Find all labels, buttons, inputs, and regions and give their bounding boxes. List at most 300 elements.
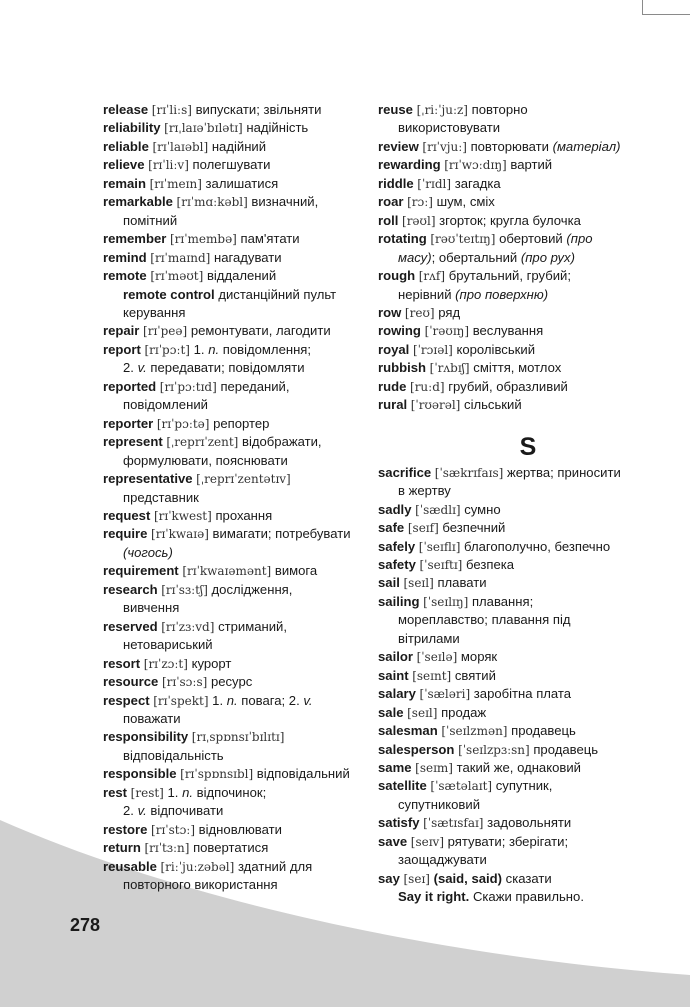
entry-first-line bbox=[103, 858, 365, 876]
entry-headword: reliable bbox=[103, 138, 149, 154]
entry-first-line bbox=[103, 839, 365, 857]
entry-first-line bbox=[103, 525, 365, 543]
italic-note: v. bbox=[303, 692, 313, 708]
dictionary-entry bbox=[378, 464, 668, 501]
entry-definition: повторно bbox=[471, 102, 528, 117]
entry-headword: remote control bbox=[123, 286, 215, 302]
entry-first-line bbox=[378, 741, 668, 759]
dictionary-entry bbox=[103, 286, 365, 323]
entry-headword: remain bbox=[103, 175, 146, 191]
italic-note: n. bbox=[208, 341, 220, 357]
dictionary-entry bbox=[378, 888, 668, 906]
entry-transcription: [rɪˈlaɪəbl] bbox=[152, 139, 209, 154]
entry-transcription: [rɪˈkwaɪə] bbox=[151, 527, 209, 542]
entry-headword: repair bbox=[103, 323, 140, 339]
dictionary-entry bbox=[378, 574, 668, 592]
entry-headword: sail bbox=[378, 575, 400, 591]
dictionary-entry bbox=[103, 175, 365, 193]
entry-definition: продавець bbox=[533, 741, 599, 757]
entry-transcription: [rɔː] bbox=[407, 195, 433, 210]
entry-first-line bbox=[103, 618, 365, 636]
entry-transcription: [rəʊl] bbox=[402, 213, 436, 228]
entry-transcription: [ˌriːˈjuːz] bbox=[416, 103, 468, 117]
entry-definition: моряк bbox=[460, 649, 498, 665]
entry-first-line bbox=[103, 821, 365, 839]
entry-transcription: [ˈrʌbɪʃ] bbox=[429, 361, 470, 376]
entry-definition: обертовий (про bbox=[499, 231, 593, 247]
dictionary-entry bbox=[103, 322, 365, 340]
entry-first-line bbox=[103, 470, 365, 488]
entry-first-line bbox=[103, 673, 365, 691]
entry-continuation: помітний bbox=[123, 212, 178, 228]
entry-transcription: [rɪˈwɔːdɪŋ] bbox=[444, 158, 507, 173]
entry-continuation: нерівний (про поверхню) bbox=[398, 286, 549, 302]
entry-headword: row bbox=[378, 304, 402, 320]
entry-definition: прохання bbox=[215, 507, 273, 523]
dictionary-entry bbox=[378, 267, 668, 304]
entry-transcription: [rɪˈzɔːt] bbox=[143, 656, 188, 671]
entry-continuation: повторного використання bbox=[123, 877, 278, 893]
entry-transcription: [rɪˈsɜːtʃ] bbox=[161, 582, 208, 597]
entry-first-line bbox=[378, 870, 668, 888]
entry-definition: загадка bbox=[454, 175, 501, 191]
entry-headword: release bbox=[103, 102, 149, 117]
dictionary-entry bbox=[378, 304, 668, 322]
italic-note: (про рух) bbox=[520, 249, 575, 265]
dictionary-entry bbox=[378, 378, 668, 396]
italic-note: n. bbox=[182, 784, 193, 800]
entry-definition: Скажи правильно. bbox=[472, 889, 584, 905]
entry-definition: рятувати; зберігати; bbox=[447, 833, 569, 849]
entry-definition: плавання; bbox=[471, 593, 534, 609]
entry-first-line bbox=[378, 193, 668, 211]
entry-definition: жертва; приносити bbox=[506, 464, 621, 480]
entry-definition: продаж bbox=[441, 704, 487, 720]
entry-transcription: [ˈseɪftɪ] bbox=[419, 557, 463, 572]
entry-first-line bbox=[103, 655, 365, 673]
entry-first-line bbox=[103, 156, 365, 174]
entry-first-line bbox=[378, 396, 668, 414]
entry-headword: respect bbox=[103, 692, 150, 708]
dictionary-entry bbox=[103, 341, 365, 378]
entry-transcription: [ˈrʊərəl] bbox=[410, 398, 461, 413]
entry-first-line bbox=[378, 704, 668, 722]
dictionary-entry bbox=[378, 833, 668, 870]
entry-transcription: [rɪˈmeɪn] bbox=[149, 176, 202, 191]
entry-transcription: [rɪˌlaɪəˈbɪlətɪ] bbox=[164, 121, 243, 136]
italic-note: v. bbox=[137, 360, 147, 376]
entry-definition: відновлювати bbox=[198, 821, 282, 837]
entry-first-line bbox=[103, 267, 365, 285]
dictionary-entry bbox=[103, 415, 365, 433]
entry-definition: повертатися bbox=[193, 840, 269, 856]
entry-first-line bbox=[378, 538, 668, 556]
entry-definition: веслування bbox=[472, 323, 544, 339]
entry-transcription: [rest] bbox=[130, 785, 164, 800]
entry-definition: ресурс bbox=[210, 674, 253, 690]
entry-headword: saint bbox=[378, 667, 409, 683]
dictionary-entry bbox=[378, 648, 668, 666]
dictionary-entry bbox=[378, 101, 668, 138]
italic-note: (матеріал) bbox=[552, 138, 621, 154]
italic-note: (про поверхню) bbox=[455, 286, 549, 302]
entry-first-line bbox=[378, 519, 668, 537]
entry-headword: sailing bbox=[378, 593, 420, 609]
entry-transcription: [reʊ] bbox=[404, 305, 435, 320]
entry-first-line bbox=[103, 433, 365, 451]
entry-headword: rough bbox=[378, 268, 416, 284]
entry-transcription: [ˌreprɪˈzentətɪv] bbox=[196, 472, 291, 487]
entry-transcription: [seɪl] bbox=[407, 705, 438, 720]
entry-definition: сільський bbox=[464, 397, 522, 413]
dictionary-entry bbox=[378, 538, 668, 556]
entry-headword: resort bbox=[103, 655, 141, 671]
entry-transcription: [seɪm] bbox=[415, 760, 453, 775]
entry-definition: сумно bbox=[464, 501, 501, 517]
entry-transcription: [ˈseɪlzpɜːsn] bbox=[458, 742, 530, 757]
entry-transcription: [rɪˌspɒnsɪˈbɪlɪtɪ] bbox=[191, 730, 285, 745]
dictionary-entry bbox=[103, 433, 365, 470]
entry-definition: такий же, однаковий bbox=[456, 759, 581, 775]
entry-headword: roar bbox=[378, 194, 404, 210]
entry-transcription: [rɪˈtɜːn] bbox=[144, 841, 190, 856]
entry-transcription: [ruːd] bbox=[410, 379, 445, 394]
entry-headword: rotating bbox=[378, 231, 427, 247]
entry-definition: надійність bbox=[246, 120, 309, 136]
dictionary-entry bbox=[103, 673, 365, 691]
entry-first-line bbox=[103, 230, 365, 248]
entry-transcription: [ˈseɪlzmən] bbox=[441, 724, 508, 739]
entry-continuation: поважати bbox=[123, 710, 181, 726]
entry-continuation: мореплавство; плавання під bbox=[398, 612, 571, 628]
entry-continuation: 2. v. відпочивати bbox=[123, 803, 224, 819]
entry-headword: report bbox=[103, 341, 141, 357]
entry-headword: say bbox=[378, 870, 400, 886]
dictionary-entry bbox=[103, 267, 365, 285]
entry-first-line bbox=[103, 784, 365, 802]
dictionary-entry bbox=[103, 507, 365, 525]
italic-note: n. bbox=[226, 692, 238, 708]
page-number: 278 bbox=[70, 915, 101, 935]
entry-headword: satellite bbox=[378, 778, 427, 794]
entry-headword: roll bbox=[378, 212, 399, 228]
dictionary-entry bbox=[103, 525, 365, 562]
entry-first-line bbox=[378, 212, 668, 230]
entry-transcription: [seɪl] bbox=[403, 576, 434, 591]
entry-first-line bbox=[103, 175, 365, 193]
entry-definition: королівський bbox=[456, 341, 536, 357]
dictionary-entry bbox=[378, 593, 668, 648]
dictionary-entry bbox=[103, 765, 365, 783]
entry-first-line bbox=[103, 193, 365, 211]
dictionary-entry bbox=[378, 501, 668, 519]
entry-headword: reserved bbox=[103, 618, 158, 634]
dictionary-entry bbox=[378, 556, 668, 574]
entry-transcription: [seɪnt] bbox=[412, 668, 452, 683]
entry-first-line bbox=[378, 322, 668, 340]
dictionary-entry bbox=[378, 359, 668, 377]
entry-headword: same bbox=[378, 759, 412, 775]
entry-definition: 1. n. повідомлення; bbox=[193, 341, 312, 357]
entry-transcription: [ˈrɪdl] bbox=[417, 176, 452, 191]
entry-transcription: [rɪˈməʊt] bbox=[150, 269, 204, 284]
entry-continuation bbox=[103, 544, 365, 562]
dictionary-entry bbox=[103, 581, 365, 618]
entry-first-line bbox=[103, 322, 365, 340]
entry-first-line bbox=[378, 175, 668, 193]
dictionary-entry bbox=[103, 470, 365, 507]
entry-forms: (said, said) bbox=[433, 870, 503, 886]
entry-transcription: [rɪˈspɒnsɪbl] bbox=[180, 767, 254, 782]
dictionary-entry bbox=[378, 156, 668, 174]
dictionary-entry bbox=[378, 230, 668, 267]
entry-transcription: [ˈsæləri] bbox=[419, 687, 471, 702]
dictionary-entry bbox=[103, 839, 365, 857]
entry-headword: rewarding bbox=[378, 157, 441, 173]
entry-definition: благополучно, безпечно bbox=[464, 538, 611, 554]
entry-continuation: використовувати bbox=[398, 120, 501, 136]
entry-continuation: представник bbox=[123, 489, 199, 505]
entry-definition: вартий bbox=[510, 157, 553, 173]
entry-headword: requirement bbox=[103, 563, 179, 579]
entry-definition: згорток; кругла булочка bbox=[439, 212, 581, 228]
entry-definition: безпечний bbox=[442, 520, 506, 536]
entry-transcription: [rɪˈzɜːvd] bbox=[161, 619, 215, 634]
entry-transcription: [rɪˈpeə] bbox=[143, 324, 188, 339]
entry-transcription: [rɪˈkwest] bbox=[153, 508, 212, 523]
entry-first-line bbox=[378, 378, 668, 396]
entry-continuation: вітрилами bbox=[398, 630, 460, 646]
italic-note: v. bbox=[137, 803, 147, 819]
dictionary-entry bbox=[378, 138, 668, 156]
entry-first-line bbox=[378, 814, 668, 832]
entry-first-line bbox=[103, 341, 365, 359]
entry-transcription: [rɪˈspekt] bbox=[153, 693, 209, 708]
dictionary-entry bbox=[103, 230, 365, 248]
dictionary-entry bbox=[378, 519, 668, 537]
entry-definition: вимога bbox=[274, 563, 318, 579]
entry-headword: safely bbox=[378, 538, 416, 554]
entry-headword: Say it right. bbox=[398, 889, 470, 905]
entry-headword: salary bbox=[378, 686, 416, 702]
dictionary-entry bbox=[103, 378, 365, 415]
entry-first-line bbox=[378, 156, 668, 174]
entry-first-line bbox=[103, 765, 365, 783]
entry-definition: безпека bbox=[466, 556, 515, 572]
entry-definition: вимагати; потребувати bbox=[212, 526, 351, 542]
entry-definition: здатний для bbox=[237, 858, 313, 874]
dictionary-entry bbox=[378, 685, 668, 703]
entry-definition: переданий, bbox=[220, 378, 290, 394]
dictionary-entry bbox=[103, 562, 365, 580]
entry-transcription: [rɪˈpɔːtə] bbox=[156, 416, 210, 431]
entry-transcription: [rəʊˈteɪtɪŋ] bbox=[430, 232, 496, 247]
entry-definition: залишатися bbox=[205, 175, 279, 191]
entry-continuation: повідомлений bbox=[123, 397, 208, 413]
entry-first-line bbox=[378, 230, 668, 248]
entry-transcription: [rɪˈmɑːkəbl] bbox=[176, 195, 248, 210]
entry-first-line bbox=[103, 119, 365, 137]
dictionary-entry bbox=[103, 728, 365, 765]
entry-headword: salesman bbox=[378, 723, 438, 739]
dictionary-entry bbox=[378, 741, 668, 759]
dictionary-entry bbox=[103, 858, 365, 895]
entry-definition: грубий, образливий bbox=[448, 378, 568, 394]
entry-definition: відображати, bbox=[242, 434, 322, 450]
entry-transcription: [ˈrɔɪəl] bbox=[412, 342, 453, 357]
entry-first-line bbox=[103, 378, 365, 396]
entry-definition: 1. n. відпочинок; bbox=[167, 784, 267, 800]
entry-definition: супутник, bbox=[495, 778, 553, 794]
entry-first-line bbox=[103, 415, 365, 433]
dictionary-entry bbox=[378, 193, 668, 211]
entry-definition: святий bbox=[454, 667, 496, 683]
entry-headword: sale bbox=[378, 704, 404, 720]
left-column bbox=[103, 101, 365, 894]
entry-transcription: [ˈsædlɪ] bbox=[415, 502, 461, 517]
entry-headword: riddle bbox=[378, 175, 414, 191]
entry-definition: ряд bbox=[438, 304, 461, 320]
right-column-s-entries bbox=[378, 464, 668, 907]
entry-transcription: [ˈsætəlaɪt] bbox=[430, 779, 493, 794]
entry-headword: review bbox=[378, 138, 419, 154]
entry-first-line bbox=[103, 728, 365, 746]
right-column bbox=[378, 101, 668, 907]
entry-first-line bbox=[378, 667, 668, 685]
entry-first-line bbox=[378, 304, 668, 322]
entry-continuation: масу); обертальний (про рух) bbox=[398, 249, 575, 265]
entry-headword: research bbox=[103, 581, 158, 597]
entry-first-line bbox=[378, 341, 668, 359]
entry-headword: relieve bbox=[103, 157, 145, 173]
entry-definition: задовольняти bbox=[487, 815, 572, 831]
entry-transcription: [riːˈjuːzəbəl] bbox=[160, 859, 235, 874]
entry-headword: reuse bbox=[378, 102, 413, 117]
entry-transcription: [rɪˈmaɪnd] bbox=[150, 250, 211, 265]
dictionary-entry bbox=[103, 138, 365, 156]
entry-headword: remind bbox=[103, 249, 147, 265]
entry-continuation: 2. v. передавати; повідомляти bbox=[123, 360, 305, 376]
entry-continuation: керування bbox=[123, 304, 186, 320]
entry-definition: нагадувати bbox=[213, 249, 282, 265]
entry-headword: request bbox=[103, 507, 151, 523]
entry-transcription: [rɪˈstɔː] bbox=[151, 822, 196, 837]
entry-first-line bbox=[103, 507, 365, 525]
entry-first-line bbox=[103, 692, 365, 710]
entry-headword: return bbox=[103, 840, 141, 856]
entry-definition: плавати bbox=[437, 575, 487, 591]
entry-headword: satisfy bbox=[378, 815, 420, 831]
entry-headword: salesperson bbox=[378, 741, 455, 757]
entry-first-line bbox=[103, 286, 365, 304]
entry-headword: resource bbox=[103, 674, 159, 690]
dictionary-entry bbox=[103, 655, 365, 673]
entry-headword: reporter bbox=[103, 415, 154, 431]
entry-first-line bbox=[378, 359, 668, 377]
entry-headword: safety bbox=[378, 556, 416, 572]
entry-headword: require bbox=[103, 526, 148, 542]
entry-definition: ремонтувати, лагодити bbox=[190, 323, 331, 339]
entry-continuation: формулювати, пояснювати bbox=[123, 452, 288, 468]
entry-first-line bbox=[378, 648, 668, 666]
dictionary-entry bbox=[103, 618, 365, 655]
entry-headword: sacrifice bbox=[378, 464, 432, 480]
entry-definition: брутальний, грубий; bbox=[448, 268, 571, 284]
entry-first-line bbox=[378, 722, 668, 740]
dictionary-entry bbox=[378, 704, 668, 722]
entry-transcription: [seɪ] bbox=[403, 871, 430, 886]
entry-first-line bbox=[103, 249, 365, 267]
entry-headword: sailor bbox=[378, 649, 413, 665]
entry-transcription: [ˌreprɪˈzent] bbox=[166, 435, 239, 450]
entry-first-line bbox=[378, 267, 668, 285]
entry-transcription: [ˈsætɪsfaɪ] bbox=[423, 816, 484, 831]
entry-transcription: [ˈseɪflɪ] bbox=[418, 539, 461, 554]
dictionary-entry bbox=[378, 341, 668, 359]
entry-headword: representative bbox=[103, 471, 193, 487]
entry-transcription: [rɪˈliːs] bbox=[151, 103, 192, 117]
entry-headword: rest bbox=[103, 784, 128, 800]
dictionary-entry bbox=[378, 722, 668, 740]
entry-first-line bbox=[378, 556, 668, 574]
entry-definition: курорт bbox=[191, 655, 232, 671]
entry-transcription: [rɪˈkwaɪəmənt] bbox=[182, 564, 272, 579]
entry-transcription: [rɪˈmembə] bbox=[169, 232, 237, 247]
dictionary-entry bbox=[103, 101, 365, 119]
entry-first-line bbox=[378, 888, 668, 906]
entry-headword: sadly bbox=[378, 501, 412, 517]
entry-first-line bbox=[378, 574, 668, 592]
dictionary-entry bbox=[378, 212, 668, 230]
entry-continuation: нетовариський bbox=[123, 637, 213, 653]
entry-headword: remote bbox=[103, 268, 147, 284]
dictionary-entry bbox=[378, 814, 668, 832]
dictionary-entry bbox=[378, 870, 668, 888]
entry-headword: represent bbox=[103, 434, 163, 450]
entry-definition: шум, сміх bbox=[436, 194, 495, 210]
entry-first-line bbox=[378, 777, 668, 795]
entry-first-line bbox=[103, 101, 365, 119]
entry-definition: відповідальний bbox=[256, 766, 350, 782]
entry-transcription: [ˈsækrɪfaɪs] bbox=[434, 465, 504, 480]
entry-definition: стриманий, bbox=[218, 618, 287, 634]
entry-continuation: супутниковий bbox=[398, 796, 481, 812]
dictionary-entry bbox=[103, 193, 365, 230]
entry-transcription: [rʌf] bbox=[418, 269, 446, 284]
entry-headword: responsibility bbox=[103, 729, 189, 745]
entry-transcription: [rɪˈsɔːs] bbox=[161, 675, 208, 690]
dictionary-entry bbox=[378, 322, 668, 340]
entry-headword: reusable bbox=[103, 858, 157, 874]
dictionary-entry bbox=[103, 784, 365, 821]
right-column-r-entries bbox=[378, 101, 668, 415]
entry-transcription: [ˈseɪlə] bbox=[416, 650, 458, 665]
dictionary-entry bbox=[378, 759, 668, 777]
entry-headword: save bbox=[378, 833, 408, 849]
entry-transcription: [rɪˈvjuː] bbox=[422, 139, 467, 154]
italic-note: (чогось) bbox=[123, 544, 173, 560]
entry-definition: сміття, мотлох bbox=[473, 360, 562, 376]
italic-note: масу) bbox=[398, 249, 432, 265]
dictionary-entry bbox=[378, 777, 668, 814]
entry-transcription: [seɪv] bbox=[410, 834, 445, 849]
italic-note: (про bbox=[566, 231, 593, 247]
dictionary-entry bbox=[103, 119, 365, 137]
entry-definition: визначний, bbox=[251, 194, 319, 210]
entry-headword: rude bbox=[378, 378, 407, 394]
entry-first-line bbox=[103, 581, 365, 599]
dictionary-entry bbox=[378, 396, 668, 414]
